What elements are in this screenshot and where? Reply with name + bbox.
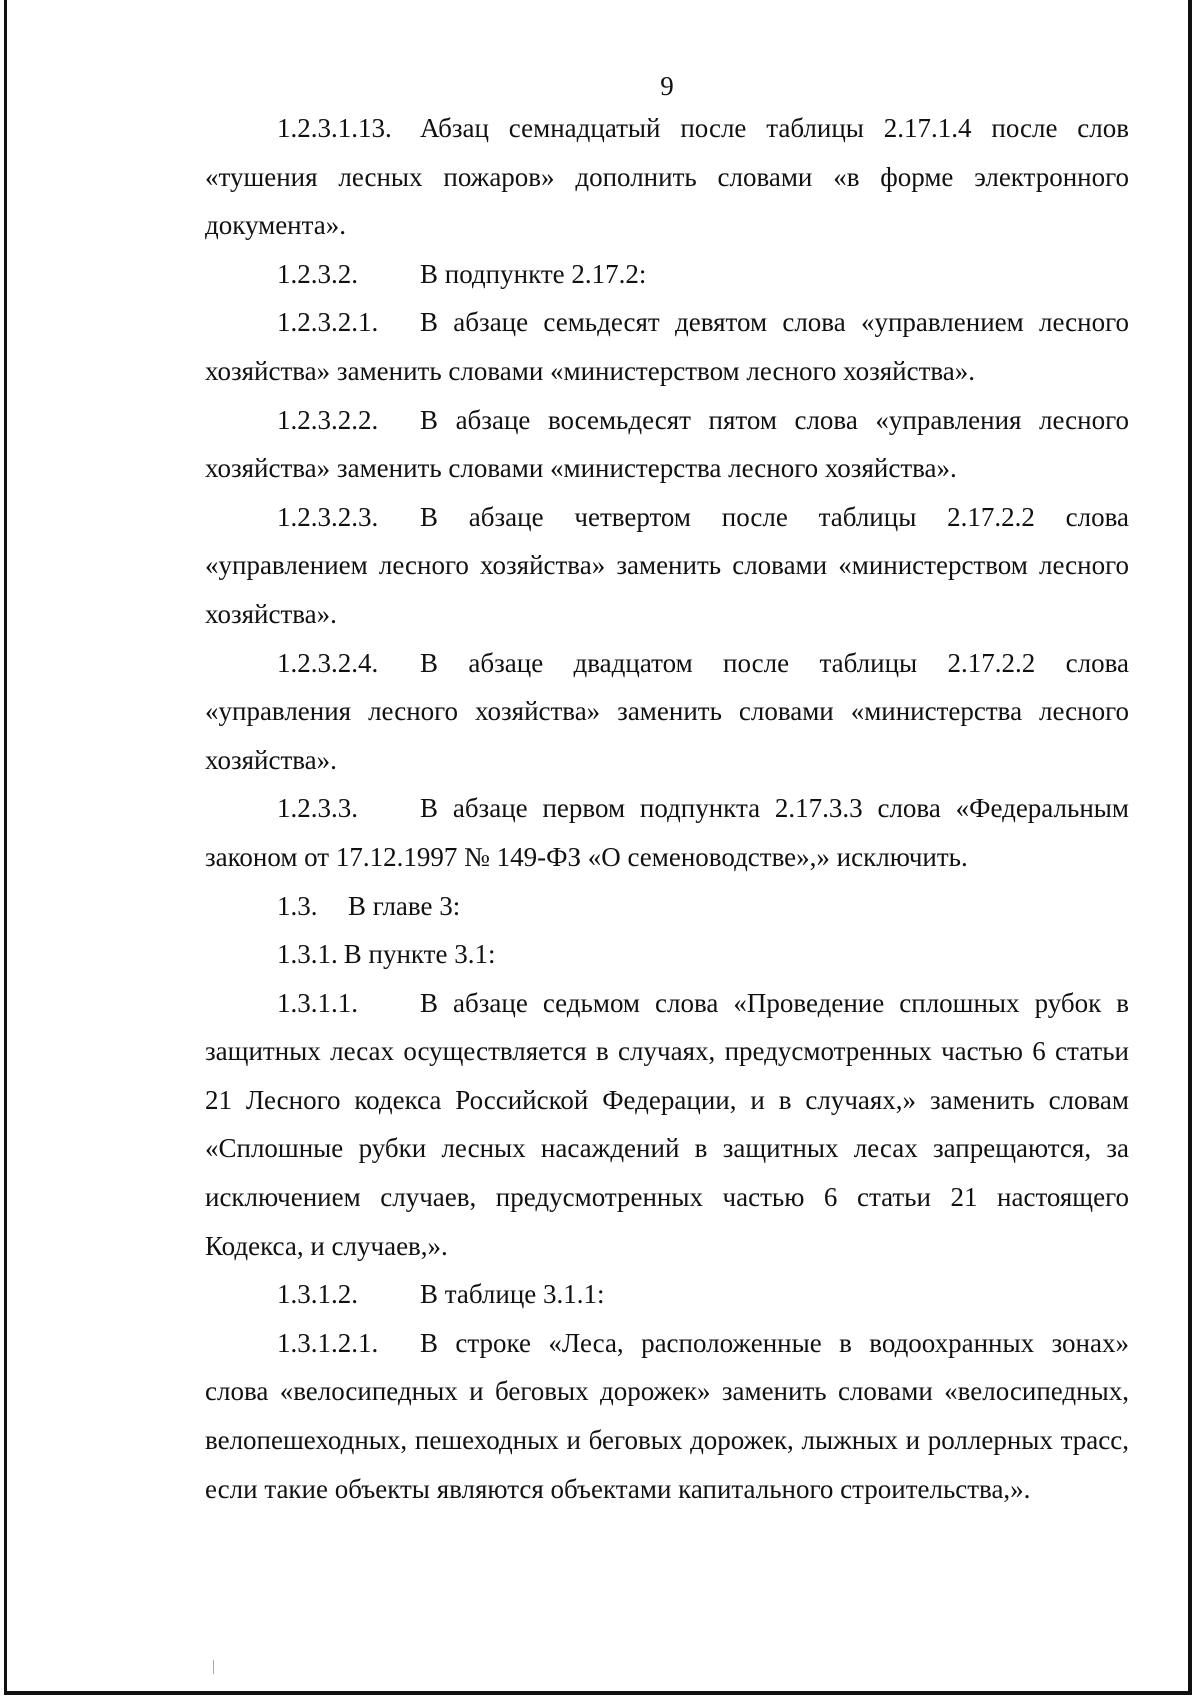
paragraph-text: В абзаце восемьдесят пятом слова «управления лесного хозяйства» заменить словами «министерства лесного хозяйства». bbox=[205, 404, 1129, 484]
paragraph-number: 1.2.3.2. bbox=[277, 258, 358, 289]
paragraph-number: 1.2.3.2.4. bbox=[277, 647, 379, 678]
paragraph-1-3-1-1 bbox=[205, 979, 1129, 1271]
paragraph-1-3-1-2 bbox=[205, 1270, 1129, 1319]
paragraph-text: В абзаце четвертом после таблицы 2.17.2.2 слова «управлением лесного хозяйства» заменить словами «министерством лесного хозяйства». bbox=[205, 501, 1129, 629]
document-page bbox=[4, 0, 1192, 1695]
paragraph-1-2-3-2-1 bbox=[205, 298, 1129, 395]
paragraph-number: 1.3.1.2.1. bbox=[277, 1327, 379, 1358]
paragraph-number: 1.2.3.3. bbox=[277, 793, 358, 824]
paragraph-1-2-3-3 bbox=[205, 784, 1129, 881]
paragraph-text: В подпункте 2.17.2: bbox=[420, 258, 647, 289]
paragraph-text: В пункте 3.1: bbox=[343, 939, 496, 970]
paragraph-1-2-3-2-3 bbox=[205, 493, 1129, 639]
paragraph-text: В абзаце двадцатом после таблицы 2.17.2.2 слова «управления лесного хозяйства» заменить словами «министерства лесного хозяйства». bbox=[205, 647, 1129, 775]
paragraph-text: В главе 3: bbox=[348, 890, 461, 921]
paragraph-text: В абзаце первом подпункта 2.17.3.3 слова «Федеральным законом от 17.12.1997 № 149-ФЗ «О семеноводстве»,» исключить. bbox=[205, 793, 1129, 872]
paragraph-number: 1.2.3.2.1. bbox=[277, 307, 379, 338]
paragraph-1-2-3-2-4 bbox=[205, 639, 1129, 785]
paragraph-text: В абзаце седьмом слова «Проведение сплошных рубок в защитных лесах осуществляется в случаях, предусмотренных частью 6 статьи 21 Лесного кодекса Российской Федерации, и в случаях,» заменить словам «Сплошные рубки лесных насаждений в защитных лесах запрещаются, за исключением случаев, предусмотренных частью 6 статьи 21 настоящего Кодекса, и случаев,». bbox=[205, 987, 1129, 1261]
paragraph-number: 1.3. bbox=[277, 890, 318, 921]
paragraph-number: 1.2.3.2.3. bbox=[277, 501, 379, 532]
paragraph-1-2-3-2-2 bbox=[205, 396, 1129, 493]
paragraph-1-3 bbox=[205, 882, 1129, 931]
scan-mark bbox=[213, 1660, 214, 1674]
paragraph-1-3-1 bbox=[205, 930, 1129, 979]
paragraph-1-2-3-1-13 bbox=[205, 104, 1129, 250]
paragraph-number: 1.2.3.2.2. bbox=[277, 404, 379, 435]
paragraph-1-3-1-2-1 bbox=[205, 1319, 1129, 1513]
paragraph-number: 1.3.1. bbox=[277, 939, 338, 970]
paragraph-number: 1.3.1.1. bbox=[277, 987, 358, 1018]
paragraph-text: В строке «Леса, расположенные в водоохранных зонах» слова «велосипедных и беговых дорожек» заменить словами «велосипедных, велопешеходных, пешеходных и беговых дорожек, лыжных и роллерных трасс, если такие объекты являются объектами капитального строительства,». bbox=[205, 1327, 1129, 1504]
paragraph-number: 1.3.1.2. bbox=[277, 1279, 358, 1310]
page-number: 9 bbox=[660, 71, 674, 101]
paragraph-text: В таблице 3.1.1: bbox=[420, 1279, 605, 1310]
document-body bbox=[205, 104, 1129, 1513]
paragraph-text: Абзац семнадцатый после таблицы 2.17.1.4 после слов «тушения лесных пожаров» дополнить словами «в форме электронного документа». bbox=[205, 113, 1129, 241]
paragraph-1-2-3-2 bbox=[205, 250, 1129, 299]
paragraph-text: В абзаце семьдесят девятом слова «управлением лесного хозяйства» заменить словами «министерством лесного хозяйства». bbox=[205, 307, 1129, 386]
paragraph-number: 1.2.3.1.13. bbox=[277, 113, 392, 143]
